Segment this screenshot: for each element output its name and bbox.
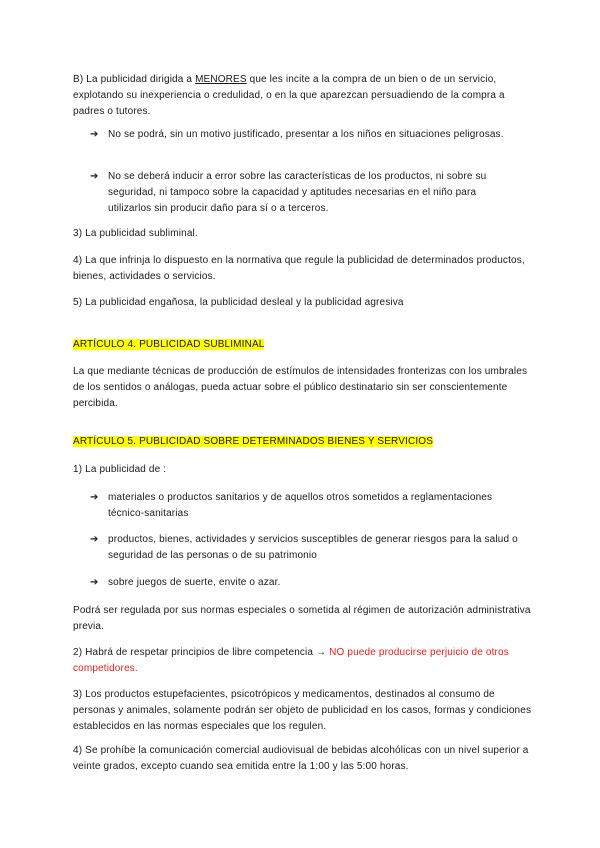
section-b-bullet-1: ➔ No se podrá, sin un motivo justificado, presentar a los niños en situaciones peligrosas. [90, 127, 520, 143]
arrow-icon: ➔ [90, 577, 99, 588]
article-5-heading: ARTÍCULO 5. PUBLICIDAD SOBRE DETERMINADOS BIENES Y SERVICIOS [73, 436, 434, 447]
arrow-icon: ➔ [90, 129, 99, 140]
article-5-p3: 3) Los productos estupefacientes, psicotrópicos y medicamentos, destinados al consumo de personas y animales, solamente podrán ser objeto de publicidad en los casos, formas y condiciones establecidos en las normas especiales que los regulen. [73, 689, 532, 732]
section-b-bullet-2: ➔ No se deberá inducir a error sobre las características de los productos, ni sobre su seguridad, ni tampoco sobre la capacidad y aptitudes necesarias en el niño para utilizarlos sin producir daño para sí o a terceros. [90, 171, 487, 214]
section-b-paragraph [73, 72, 533, 120]
arrow-icon: ➔ [90, 534, 99, 545]
item-4: 4) La que infrinja lo dispuesto en la normativa que regule la publicidad de determinados productos, bienes, actividades o servicios. [73, 255, 525, 282]
article-5-bullet-3: ➔ sobre juegos de suerte, envite o azar. [90, 575, 520, 591]
article-5-p1-closing: Podrá ser regulada por sus normas especiales o sometida al régimen de autorización administrativa previa. [73, 605, 531, 632]
article-4-heading: ARTÍCULO 4. PUBLICIDAD SUBLIMINAL [73, 339, 265, 350]
arrow-icon: ➔ [90, 171, 99, 182]
item-3: 3) La publicidad subliminal. [73, 228, 198, 239]
arrow-icon: ➔ [90, 492, 99, 503]
article-5-bullet-2: ➔ productos, bienes, actividades y servicios susceptibles de generar riesgos para la salud o seguridad de las personas o de su patrimonio [90, 534, 518, 561]
article-5-p1-intro: 1) La publicidad de : [73, 464, 167, 475]
article-5-p2: 2) Habrá de respetar principios de libre competencia → NO puede producirse perjuicio de otros competidores. [73, 647, 509, 674]
article-5-bullet-1: ➔ materiales o productos sanitarios y de aquellos otros sometidos a reglamentaciones técnico-sanitarias [90, 492, 493, 519]
p2-red-text: NO puede producirse perjuicio de otros competidores. [73, 647, 509, 674]
article-5-p4: 4) Se prohíbe la comunicación comercial audiovisual de bebidas alcohólicas con un nivel superior a veinte grados, excepto cuando sea emitida entre la 1:00 y las 5:00 horas. [73, 745, 529, 772]
item-5: 5) La publicidad engañosa, la publicidad desleal y la publicidad agresiva [73, 297, 404, 308]
section-b-prefix: B) La publicidad dirigida a [73, 74, 196, 85]
minors-underlined: MENORES [195, 74, 247, 85]
article-4-body: La que mediante técnicas de producción de estímulos de intensidades fronterizas con los umbrales de los sentidos o análogas, pueda actuar sobre el público destinatario sin ser conscientemente percibida. [73, 366, 528, 409]
section-b-suffix: que les incite a la compra de un bien o de un servicio, explotando su inexperiencia o credulidad, o en la que aparezcan persuadiendo de la compra a padres o tutores. [73, 74, 505, 117]
